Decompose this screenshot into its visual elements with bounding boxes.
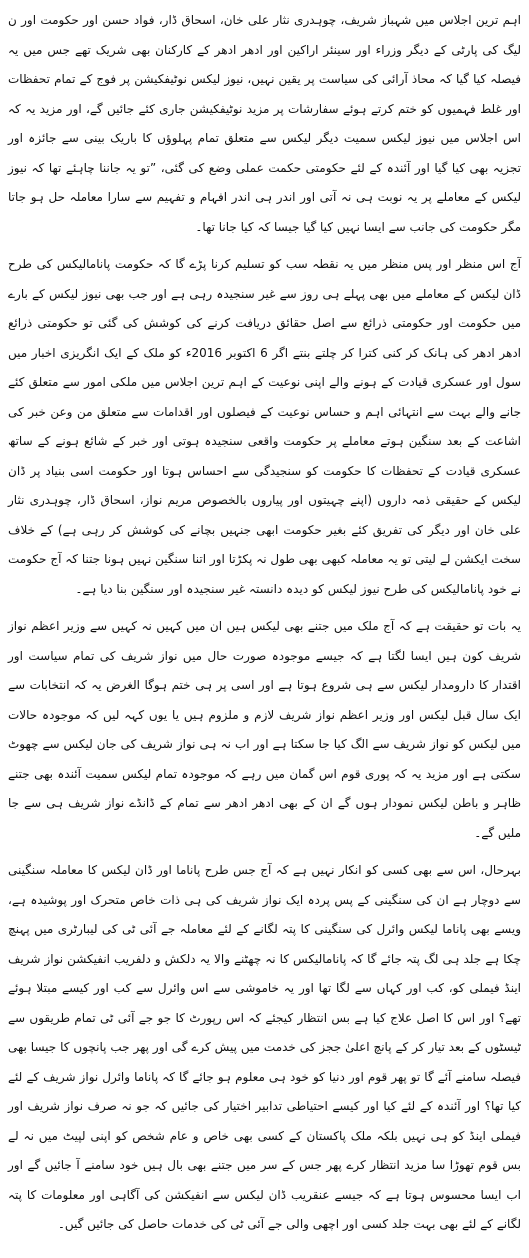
article-paragraph-3: یہ بات تو حقیقت ہے کہ آج ملک میں جتنے بھی لیکس ہیں ان میں کہیں نہ کہیں سے وزیر اعظم نواز شریف کون ہیں ایسا لگتا ہے کہ جیسے موجودہ صورت حال میں نواز شریف کی تمام سیاست اور اقتدار کا دارومدار لیکس سے ہی شروع ہوتا ہے اور اسی پر ہی ختم ہوگا الغرض یہ کہ انتخابات سے ایک سال قبل لیکس اور وزیر اعظم نواز شریف لازم و ملزوم ہیں یا یوں کہہ لیں کہ موجودہ حالات میں لیکس کو نواز شریف سے الگ کیا جا سکتا ہے اور اب نہ ہی نواز شریف کی جان لیکس سے چھوٹ سکتی ہے اور مزید یہ کہ پوری قوم اس گمان میں رہے کہ موجودہ تمام لیکس سمیت آئندہ بھی جتنے ظاہر و باطن لیکس نمودار ہوں گے ان کے بھی ادھر ادھر سے تمام کے ڈانڈے نواز شریف ہی سے جا ملیں گے۔ bbox=[8, 619, 521, 840]
article-paragraph-1: اہم ترین اجلاس میں شہباز شریف، چوہدری نثار علی خان، اسحاق ڈار، فواد حسن اور حکومت اور ن لیگ کی پارٹی کے دیگر وزراء اور سینئر اراکین اور ادھر ادھر کے کارکنان بھی شریک تھے جس میں یہ فیصلہ کیا گیا کہ محاذ آرائی کی سیاست پر یقین نہیں، نیوز لیکس نوٹیفکیشن پر فوج کے تمام تحفظات اور غلط فہمیوں کو ختم کرتے ہوئے سفارشات پر مزید نوٹیفکیشن جاری کئے جائیں گے، اور مزید یہ کہ اس اجلاس میں نیوز لیکس سمیت دیگر لیکس سے متعلق تمام پہلوؤں کا باریک بینی سے جائزہ اور تجزیہ بھی کیا گیا اور آئندہ کے لئے حکومتی حکمت عملی وضع کی گئی، ”تو یہ جاننا چاہئے تھا کہ نیوز لیکس کے معاملے پر یہ نوبت ہی نہ آتی اور اندر ہی اندر افہام و تفہیم سے سارا معاملہ حل ہو جاتا مگر حکومت کی جانب سے ایسا نہیں کیا گیا جیسا کہ کیا جانا تھا۔ bbox=[8, 13, 521, 234]
article-paragraph-4: بہرحال، اس سے بھی کسی کو انکار نہیں ہے کہ آج جس طرح پاناما اور ڈان لیکس کا معاملہ سنگینی سے دوچار ہے ان کی سنگینی کے پس پردہ ایک نواز شریف کی ہی ذات خاص متحرک اور پوشیدہ ہے، ویسے بھی پاناما لیکس وائرل کی سنگینی کا پتہ لگانے کے لئے معاملہ جے آئی ٹی کی لیبارٹری میں پہنچ چکا ہے جلد ہی لگ پتہ جائے گا کہ پانامالیکس کا نہ چھٹنے والا یہ دلکش و دلفریب انفیکشن نواز شریف اینڈ فیملی کو، کب اور کہاں سے لگا تھا اور یہ خاموشی سے اس وائرل سے کب اور کیسے مبتلا ہوئے تھے؟ اور اس کا اصل علاج کیا ہے بس انتظار کیجئے کہ اس رپورٹ کا جو جے آئی ٹی تمام طریقوں سے ٹیسٹوں کے بعد تیار کر کے پانچ اعلیٰ ججز کی خدمت میں پیش کرے گی اور پھر جب پانچوں کا جیسا بھی فیصلہ سامنے آئے گا تو پھر قوم اور دنیا کو خود ہی معلوم ہو جائے گا کہ پاناما وائرل نواز شریف کے لئے کیا تھا؟ اور آئندہ کے لئے کیا اور کیسے احتیاطی تدابیر اختیار کی جائیں کہ جو نہ صرف نواز شریف اور فیملی اینڈ کو ہی نہیں بلکہ ملک پاکستان کے کسی بھی خاص و عام شخص کو اپنی لپیٹ میں نہ لے بس قوم تھوڑا سا مزید انتظار کرے پھر جس کے سر میں جتنے بھی بال ہیں خود سامنے آ جائیں گے اور اب ایسا محسوس ہوتا ہے کہ جیسے عنقریب ڈان لیکس سے انفیکشن کی آگاہی اور معلومات کا پتہ لگانے کے لئے بھی بہت جلد کسی اور اچھی والی جے آئی ٹی کی خدمات حاصل کی جائیں گیں۔ bbox=[8, 863, 521, 1231]
article-paragraph-2: آج اس منظر اور پس منظر میں یہ نقطہ سب کو تسلیم کرنا پڑے گا کہ حکومت پانامالیکس کی طرح ڈان لیکس کے معاملے میں بھی پہلے ہی روز سے غیر سنجیدہ رہی ہے اور جب بھی نیوز لیکس کے بارے میں حکومت اور حکومتی ذرائع سے اصل حقائق دریافت کرنے کی کوشش کی گئی تو حکومتی ذرائع ادھر ادھر کی ہانک کر کنی کترا کر چلتے بنتے اگر 6 اکتوبر 2016ء کو ملک کے ایک انگریزی اخبار میں سول اور عسکری قیادت کے ہونے والے اپنی نوعیت کے اہم ترین اجلاس میں ملکی امور سے متعلق کئے جانے والے بہت سے انتہائی اہم و حساس نوعیت کے فیصلوں اور اقدامات سے متعلق من وعن خبر کی اشاعت کے بعد سنگین ہوتے معاملے پر حکومت واقعی سنجیدہ ہوتی اور خبر کے شائع ہونے کے ساتھ عسکری قیادت کے تحفظات کا حکومت کو سنجیدگی سے احساس ہوتا اور حکومت اسی بنیاد پر ڈان لیکس کے حقیقی ذمہ داروں (اپنے چہیتوں اور پیاروں بالخصوص مریم نواز، اسحاق ڈار، چوہدری نثار علی خان اور دیگر کی تفریق کئے بغیر حکومت ابھی جنہیں بچانے کی کوشش کر رہی ہے) کے خلاف سخت ایکشن لے لیتی تو یہ معاملہ کبھی بھی طول نہ پکڑتا اور اتنا سنگین نہیں ہونا جتنا کہ آج حکومت نے خود پانامالیکس کی طرح نیوز لیکس کو دیدہ دانستہ غیر سنجیدہ اور سنگین بنا دیا ہے۔ bbox=[8, 257, 521, 596]
